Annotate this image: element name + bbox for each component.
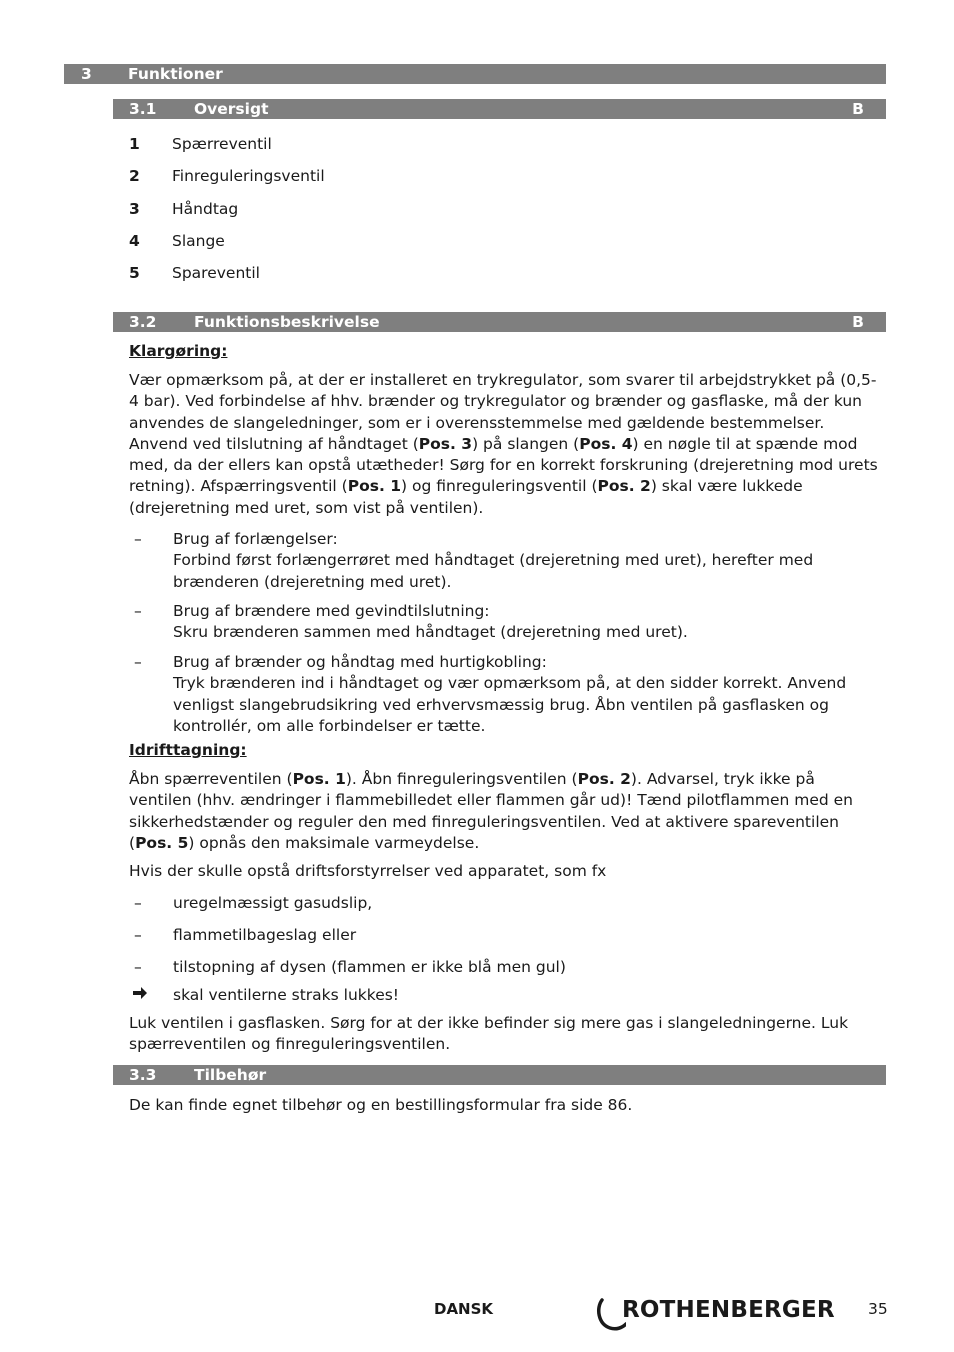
paragraph-fault-intro: Hvis der skulle opstå driftsforstyrrelser ved apparatet, som fx xyxy=(129,862,607,880)
bullet-title: Brug af brænder og håndtag med hurtigkobling: xyxy=(173,653,547,671)
subheading-klargoring: Klargøring: xyxy=(129,342,228,360)
section-suffix: B xyxy=(852,313,864,331)
list-item xyxy=(129,925,881,946)
page-number: 35 xyxy=(868,1300,888,1318)
text: ) skal være lukkede (drejeretning med uret, som vist på ventilen). xyxy=(129,477,803,517)
section-3-3-header xyxy=(113,1065,886,1085)
bullet-title: Brug af forlængelser: xyxy=(173,530,338,548)
section-number: 3 xyxy=(81,65,92,83)
pos-reference: Pos. 3 xyxy=(418,434,473,453)
section-3-header xyxy=(64,64,886,84)
text: ) på slangen ( xyxy=(472,434,580,453)
bullet-text: Skru brænderen sammen med håndtaget (drejeretning med uret). xyxy=(173,623,688,642)
text: ). Advarsel, tryk ikke på ventilen (hhv. ændringer i flammebilledet eller flammen går ud)! Tænd pilotflammen med en sikkerhedstænder og reguler den med finreguleringsventilen. Ved at aktivere spareventilen ( xyxy=(129,770,854,852)
dash-icon: – xyxy=(134,653,142,671)
arrow-text: skal ventilerne straks lukkes! xyxy=(173,986,400,1004)
paragraph-klargoring xyxy=(129,370,881,519)
item-number: 1 xyxy=(129,135,140,153)
section-number: 3.2 xyxy=(129,313,157,331)
text: ) en nøgle til at spænde mod med, da der ellers kan opstå utætheder! Sørg for en korrekt forskruning (drejeretning mod urets retning). Afspærringsventil ( xyxy=(129,434,878,496)
subheading-idrifttagning: Idrifttagning: xyxy=(129,741,247,759)
section-number: 3.3 xyxy=(129,1066,157,1084)
text: ) og finreguleringsventil ( xyxy=(401,477,598,496)
text: ). Åbn finreguleringsventilen ( xyxy=(345,770,578,788)
list-item xyxy=(129,601,881,644)
bullet-text: Tryk brænderen ind i håndtaget og vær opmærksom på, at den sidder korrekt. Anvend venligst slangebrudsikring ved erhvervsmæssig brug. Åbn ventilen på gasflasken og kontrollér, om alle forbindelser er tætte. xyxy=(173,674,847,735)
text: ) opnås den maksimale varmeydelse. xyxy=(188,833,480,852)
bullet-text: Forbind først forlængerrøret med håndtaget (drejeretning med uret), herefter med brænderen (drejeretning med uret). xyxy=(173,551,814,591)
item-number: 4 xyxy=(129,232,140,250)
section-suffix: B xyxy=(852,100,864,118)
list-item xyxy=(129,893,881,914)
section-number: 3.1 xyxy=(129,100,157,118)
bullet-title: Brug af brændere med gevindtilslutning: xyxy=(173,602,490,620)
pos-reference: Pos. 1 xyxy=(292,770,346,788)
dash-icon: – xyxy=(134,894,142,912)
dash-icon: – xyxy=(134,958,142,976)
arrow-right-icon xyxy=(132,985,148,1006)
brand-wordmark: ROTHENBERGER xyxy=(622,1297,835,1323)
dash-icon: – xyxy=(134,926,142,944)
pos-reference: Pos. 2 xyxy=(577,770,631,788)
section-3-2-header xyxy=(113,312,886,332)
list-item xyxy=(129,529,881,593)
paragraph-close-valves: Luk ventilen i gasflasken. Sørg for at der ikke befinder sig mere gas i slangeledningerne. Luk spærreventilen og finreguleringsventilen. xyxy=(129,1014,849,1054)
item-label: Spærreventil xyxy=(172,135,272,153)
section-title: Oversigt xyxy=(194,100,269,118)
item-number: 3 xyxy=(129,200,140,218)
dash-icon: – xyxy=(134,530,142,548)
footer-language: DANSK xyxy=(434,1300,494,1318)
item-number: 5 xyxy=(129,264,140,282)
text: Åbn spærreventilen ( xyxy=(129,770,293,788)
item-label: Slange xyxy=(172,232,225,250)
bullet-text: uregelmæssigt gasudslip, xyxy=(173,894,373,912)
dash-icon: – xyxy=(134,602,142,620)
item-label: Finreguleringsventil xyxy=(172,167,325,185)
section-title: Tilbehør xyxy=(194,1066,267,1084)
item-label: Håndtag xyxy=(172,200,239,218)
section-3-1-header xyxy=(113,99,886,119)
bullet-text: tilstopning af dysen (flammen er ikke blå men gul) xyxy=(173,958,566,976)
list-item-arrow xyxy=(129,985,881,1006)
bullet-text: flammetilbageslag eller xyxy=(173,926,357,944)
pos-reference: Pos. 2 xyxy=(597,477,651,496)
item-number: 2 xyxy=(129,167,140,185)
paragraph-accessories: De kan finde egnet tilbehør og en bestillingsformular fra side 86. xyxy=(129,1096,633,1114)
section-title: Funktionsbeskrivelse xyxy=(194,313,380,331)
list-item xyxy=(129,957,881,978)
section-title: Funktioner xyxy=(128,65,223,83)
text: Vær opmærksom på, at der er installeret en trykregulator, som svarer til arbejdstrykket på (0,5-4 bar). Ved forbindelse af hhv. brænder og trykregulator og brænder og gasflaske, må der kun anvendes de slangeledninger, som er i overensstemmelse med gældende bestemmelser. Anvend ved tilslutning af håndtaget ( xyxy=(129,371,877,453)
pos-reference: Pos. 5 xyxy=(135,833,189,852)
list-item xyxy=(129,652,881,737)
pos-reference: Pos. 4 xyxy=(579,434,633,453)
pos-reference: Pos. 1 xyxy=(347,477,402,496)
item-label: Spareventil xyxy=(172,264,260,282)
paragraph-idrifttagning xyxy=(129,769,881,854)
brand-logo xyxy=(596,1296,834,1332)
